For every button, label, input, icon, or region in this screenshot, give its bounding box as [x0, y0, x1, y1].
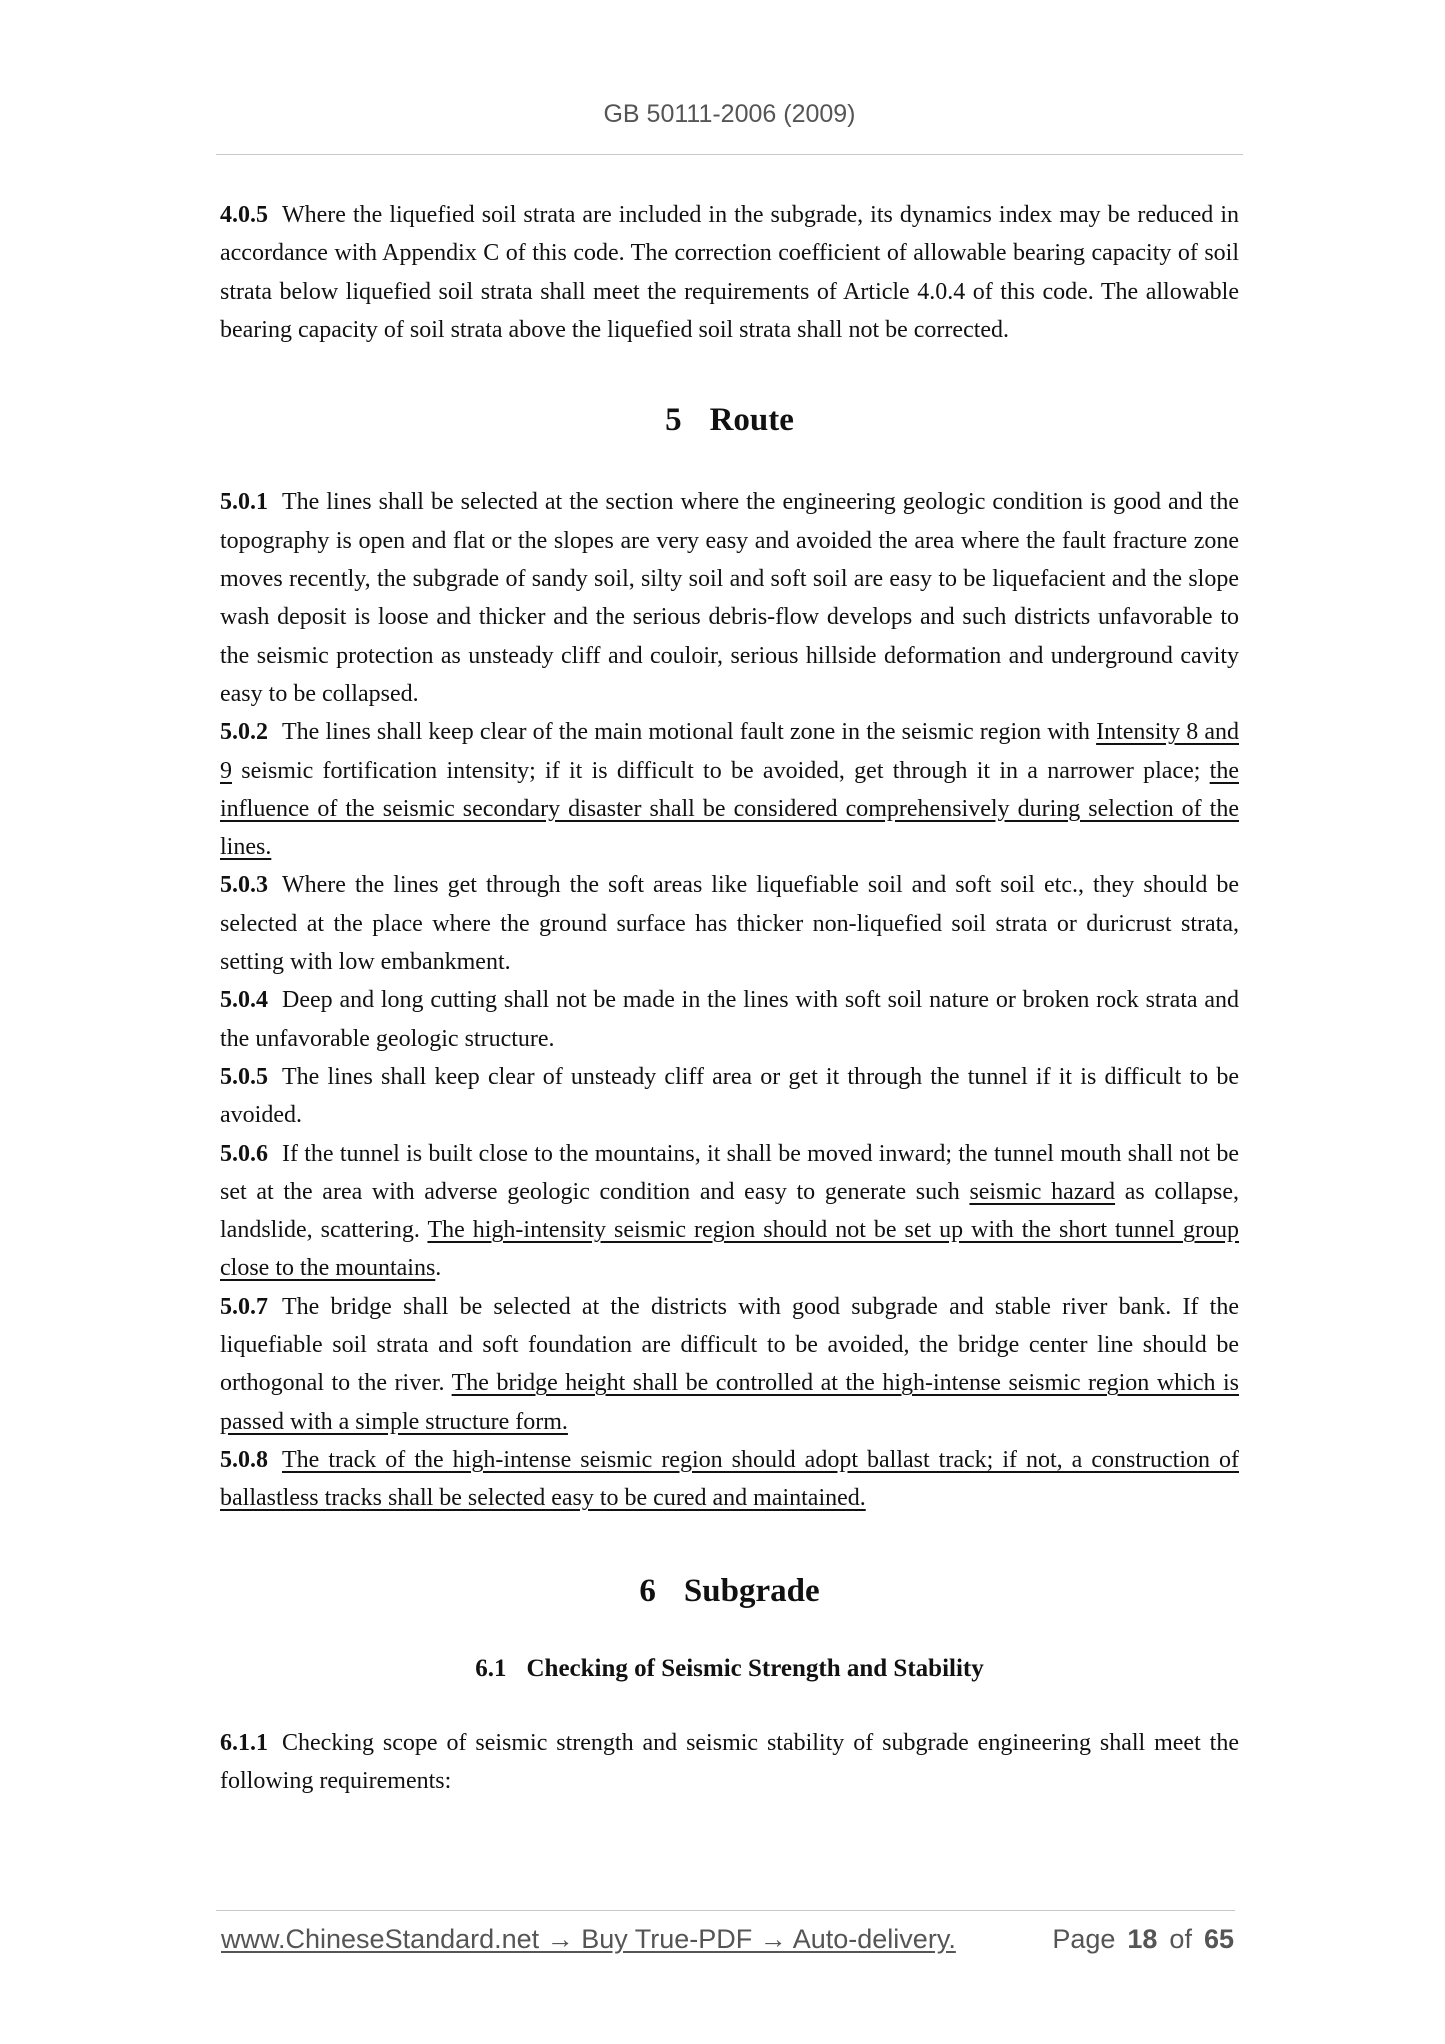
- clause-number: 5.0.4: [220, 987, 268, 1014]
- page-header: GB 50111-2006 (2009): [603, 100, 856, 128]
- clause-5-0-5: [220, 1058, 1239, 1135]
- clause-number: 5.0.6: [220, 1140, 268, 1167]
- clause-text: Where the liquefied soil strata are included in the subgrade, its dynamics index may be reduced in accordance with Appendix C of this code. The correction coefficient of allowable bearing capacity of soil strata below liquefied soil strata shall meet the requirements of Article 4.0.4 of this code. The allowable bearing capacity of soil strata above the liquefied soil strata shall not be corrected.: [220, 202, 1239, 343]
- clause-5-0-8: [220, 1441, 1239, 1518]
- clause-text: Checking scope of seismic strength and seismic stability of subgrade engineering shall meet the following requirements:: [220, 1730, 1239, 1795]
- chapter-heading-6: [220, 1572, 1239, 1610]
- clause-text: Where the lines get through the soft areas like liquefiable soil and soft soil etc., they should be selected at the place where the ground surface has thicker non-liquefied soil strata or duricrust strata, setting with low embankment.: [220, 872, 1239, 976]
- clause-number: 4.0.5: [220, 202, 268, 228]
- clause-text: The lines shall keep clear of unsteady cliff area or get it through the tunnel if it is difficult to be avoided.: [220, 1063, 1239, 1129]
- clause-4-0-5: [220, 196, 1239, 349]
- clause-5-0-4: [220, 981, 1239, 1058]
- underlined-text: seismic hazard: [969, 1178, 1116, 1205]
- header-divider: [216, 154, 1243, 155]
- clause-5-0-3: [220, 866, 1239, 981]
- clause-number: 5.0.1: [220, 489, 268, 516]
- chapter-heading-5: [220, 401, 1239, 439]
- section-number: 6.1: [475, 1654, 507, 1682]
- underlined-text: the influence of the seismic secondary disaster shall be considered comprehensively during selection of the lines.: [220, 757, 1239, 861]
- clause-text: Deep and long cutting shall not be made in the lines with soft soil nature or broken rock strata and the unfavorable geologic structure.: [220, 987, 1239, 1052]
- clause-text: as collapse, landslide, scattering.: [220, 1178, 1240, 1244]
- page-number: [1052, 1924, 1234, 1955]
- chapter-title: Subgrade: [683, 1572, 820, 1609]
- page-of: of: [1169, 1924, 1192, 1954]
- clause-text: The lines shall be selected at the section where the engineering geologic condition is good and the topography is open and flat or the slopes are very easy and avoided the area where the fault fracture zone moves recently, the subgrade of sandy soil, silty soil and soft soil are easy to be liquefacient and the slope wash deposit is loose and thicker and the serious debris-flow develops and such districts unfavorable to the seismic protection as unsteady cliff and couloir, serious hillside deformation and underground cavity easy to be collapsed.: [220, 489, 1239, 707]
- chapter-number: 6: [639, 1572, 656, 1609]
- page-current: 18: [1127, 1924, 1158, 1954]
- clause-5-0-7: [220, 1288, 1239, 1441]
- chapter-title: Route: [709, 402, 794, 439]
- page-footer: [221, 1924, 1234, 1960]
- clause-number: 5.0.2: [220, 719, 268, 746]
- page-total: 65: [1203, 1924, 1234, 1954]
- footer-link[interactable]: www.ChineseStandard.net → Buy True-PDF → Auto-delivery.: [221, 1924, 956, 1954]
- page-label: Page: [1052, 1924, 1116, 1954]
- clause-number: 6.1.1: [220, 1730, 268, 1757]
- clause-5-0-2: [220, 713, 1239, 866]
- section-heading-6-1: [220, 1650, 1239, 1688]
- clause-text: The lines shall keep clear of the main motional fault zone in the seismic region with: [282, 719, 1097, 746]
- underlined-text: The high-intensity seismic region should not be set up with the short tunnel group close to the mountains: [220, 1217, 1239, 1282]
- underlined-text: Intensity 8 and 9: [220, 719, 1240, 784]
- clause-number: 5.0.5: [220, 1063, 268, 1090]
- clause-text: seismic fortification intensity; if it is difficult to be avoided, get through it in a narrower place;: [232, 757, 1210, 784]
- clause-text: The bridge shall be selected at the districts with good subgrade and stable river bank. If the liquefiable soil strata and soft foundation are difficult to be avoided, the bridge center line should be orthogonal to the river.: [220, 1293, 1239, 1397]
- footer-divider: [216, 1910, 1235, 1911]
- clause-number: 5.0.7: [220, 1293, 268, 1320]
- section-title: Checking of Seismic Strength and Stability: [526, 1654, 984, 1682]
- clause-text: .: [435, 1255, 442, 1282]
- clause-text: If the tunnel is built close to the mountains, it shall be moved inward; the tunnel mouth shall not be set at the area with adverse geologic condition and easy to generate such: [220, 1140, 1239, 1205]
- clause-number: 5.0.3: [220, 872, 268, 899]
- clause-5-0-1: [220, 483, 1239, 713]
- document-body: [220, 196, 1239, 1801]
- clause-number: 5.0.8: [220, 1446, 268, 1473]
- clause-6-1-1: [220, 1724, 1239, 1801]
- clause-5-0-6: [220, 1135, 1239, 1288]
- underlined-text: The bridge height shall be controlled at the high-intense seismic region which is passed with a simple structure form.: [220, 1370, 1240, 1435]
- underlined-text: The track of the high-intense seismic region should adopt ballast track; if not, a construction of ballastless tracks shall be selected easy to be cured and maintained.: [220, 1446, 1239, 1512]
- chapter-number: 5: [665, 402, 682, 439]
